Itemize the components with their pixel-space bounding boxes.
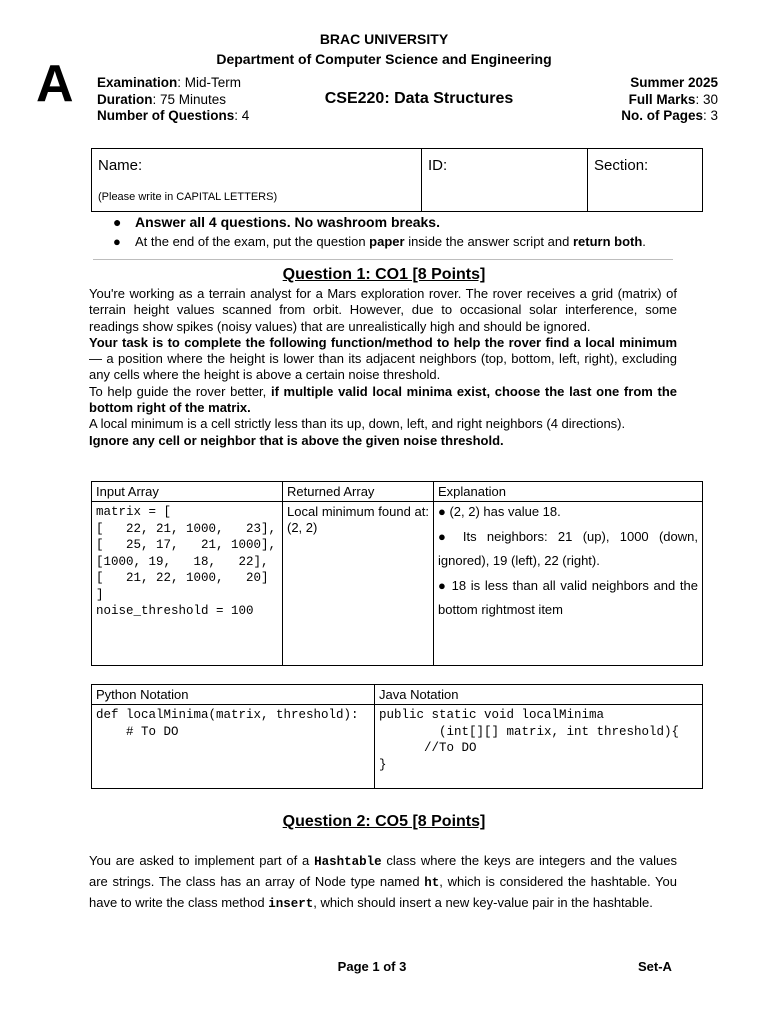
explanation-cell xyxy=(434,502,703,666)
set-letter: A xyxy=(36,55,74,113)
header-java: Java Notation xyxy=(375,685,703,705)
name-label: Name: xyxy=(98,157,143,174)
university-name: BRAC UNIVERSITY xyxy=(319,31,449,47)
student-info-table xyxy=(91,148,703,212)
section-label: Section: xyxy=(594,157,649,174)
notation-table-header xyxy=(92,685,703,705)
q1-paragraph-4: A local minimum is a cell strictly less than its up, down, left, and right neighbors (4 directions). xyxy=(89,416,626,432)
explanation-line-3: ● 18 is less than all valid neighbors and the bottom rightmost item xyxy=(438,577,698,617)
num-questions-line: Number of Questions: 4 xyxy=(97,108,250,123)
notation-table xyxy=(91,684,703,789)
semester-line: Summer 2025 xyxy=(630,75,718,90)
header-input-array: Input Array xyxy=(92,482,283,502)
input-array-cell xyxy=(92,502,283,666)
instruction-1: ● Answer all 4 questions. No washroom breaks. xyxy=(113,214,440,230)
insert-code: insert xyxy=(268,897,314,911)
returned-array-cell xyxy=(283,502,434,666)
example-table xyxy=(91,481,703,666)
instructions xyxy=(113,213,646,251)
returned-value: Local minimum found at: (2, 2) xyxy=(287,504,429,535)
q1-paragraph-2: Your task is to complete the following function/method to help the rover find a local minimum — a position where the height is lower than its adjacent neighbors (top, bottom, left, right), excluding any cells where the height is above a certain noise threshold. xyxy=(89,334,677,383)
question-2-title: Question 2: CO5 [8 Points] xyxy=(282,813,486,830)
duration-line: Duration: 75 Minutes xyxy=(97,91,227,107)
input-array-code: matrix = [ [ 22, 21, 1000, 23], [ 25, 17, 21, 1000], [1000, 19, 18, 22], [ 21, 22, 1000, 20] ] noise_threshold = 100 xyxy=(96,505,277,618)
question-1-body xyxy=(89,286,677,449)
instruction-2: ● At the end of the exam, put the question paper inside the answer script and return both. xyxy=(113,234,646,249)
explanation-line-2: ● Its neighbors: 21 (up), 1000 (down, ignored), 19 (left), 22 (right). xyxy=(438,528,698,568)
python-cell xyxy=(92,705,375,789)
set-label: Set-A xyxy=(638,959,672,974)
id-label: ID: xyxy=(428,157,448,174)
question-1-title: Question 1: CO1 [8 Points] xyxy=(282,266,486,283)
department-name: Department of Computer Science and Engineering xyxy=(216,51,552,67)
explanation-line-1: ● (2, 2) has value 18. xyxy=(438,504,561,519)
example-table-header xyxy=(92,482,703,502)
exam-meta-right xyxy=(621,75,718,125)
id-field[interactable] xyxy=(422,149,588,211)
q1-paragraph-3: To help guide the rover better, if multiple valid local minima exist, choose the last one from the bottom right of the matrix. xyxy=(89,383,677,416)
course-title: CSE220: Data Structures xyxy=(324,90,514,107)
q1-paragraph-5: Ignore any cell or neighbor that is above the given noise threshold. xyxy=(89,432,504,448)
name-field[interactable] xyxy=(92,149,422,211)
exam-type-line: Examination: Mid-Term xyxy=(97,75,242,90)
header-explanation: Explanation xyxy=(434,482,703,502)
python-code: def localMinima(matrix, threshold): # To DO xyxy=(96,708,359,739)
q1-paragraph-1: You're working as a terrain analyst for a Mars exploration rover. The rover receives a grid (matrix) of terrain height values scanned from orbit. However, due to occasional solar interference, some readings show spikes (noisy values) that are unrealistically high and should be ignored. xyxy=(89,286,677,334)
question-2-body: You are asked to implement part of a Hashtable class where the keys are integers and the values are strings. The class has an array of Node type named ht, which is considered the hashtable. You have to write the class method insert, which should insert a new key-value pair in the hashtable. xyxy=(89,853,678,911)
num-pages-line: No. of Pages: 3 xyxy=(621,108,718,123)
name-note: (Please write in CAPITAL LETTERS) xyxy=(98,191,278,203)
header-python: Python Notation xyxy=(92,685,375,705)
full-marks-line: Full Marks: 30 xyxy=(628,91,718,107)
example-table-row xyxy=(92,502,703,666)
notation-table-row xyxy=(92,705,703,789)
java-cell xyxy=(375,705,703,789)
divider xyxy=(93,259,673,260)
page-number: Page 1 of 3 xyxy=(337,959,407,974)
ht-code: ht xyxy=(424,876,440,890)
header-returned-array: Returned Array xyxy=(283,482,434,502)
section-field[interactable] xyxy=(588,149,702,211)
hashtable-code: Hashtable xyxy=(314,855,382,869)
java-code: public static void localMinima (int[][] matrix, int threshold){ //To DO } xyxy=(379,708,680,772)
